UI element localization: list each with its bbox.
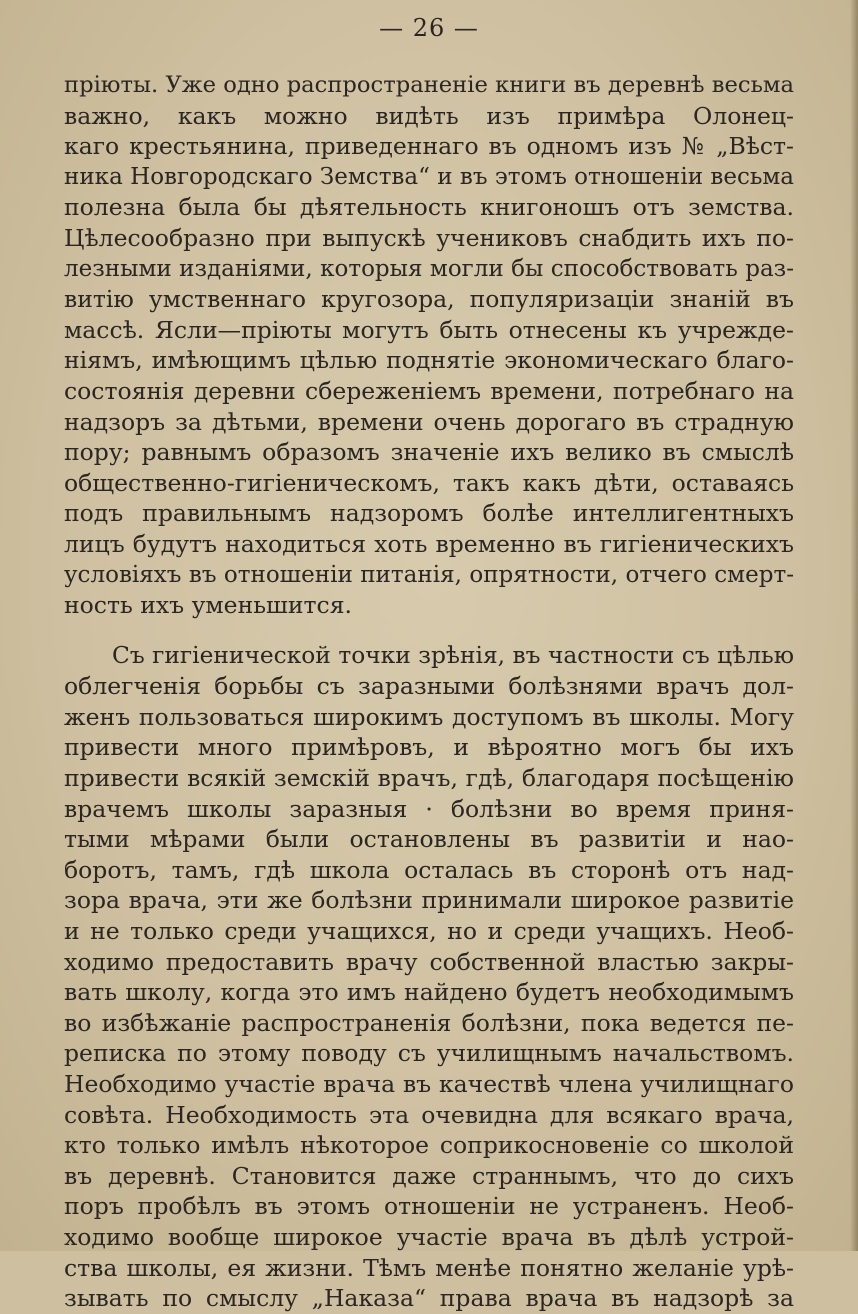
- text-line: пору; равнымъ образомъ значеніе ихъ велико въ смыслѣ: [64, 438, 794, 467]
- paragraph-gap: [64, 621, 794, 641]
- text-line: лезными изданіями, которыя могли бы способствовать раз-: [64, 255, 794, 282]
- body-text: [64, 70, 794, 1314]
- text-line: важно, какъ можно видѣть изъ примѣра Олонец-: [64, 101, 794, 130]
- text-line: ность ихъ уменьшится.: [64, 591, 353, 620]
- text-line: и не только среди учащихся, но и среди учащихъ. Необ-: [64, 917, 794, 946]
- text-line: ника Новгородскаго Земства“ и въ этомъ отношеніи весьма: [64, 163, 794, 190]
- text-line: вать школу, когда это имъ найдено будетъ необходимымъ: [64, 978, 794, 1007]
- text-line: совѣта. Необходимость эта очевидна для всякаго врача,: [64, 1100, 794, 1129]
- text-line: витію умственнаго кругозора, популяризаціи знаній въ: [64, 285, 794, 314]
- text-line: во избѣжаніе распространенія болѣзни, пока ведется пе-: [64, 1008, 794, 1037]
- text-line: боротъ, тамъ, гдѣ школа осталась въ сторонѣ отъ над-: [64, 855, 794, 884]
- text-line: полезна была бы дѣятельность книгоношъ отъ земства.: [64, 193, 794, 222]
- paragraph-1: [64, 70, 794, 621]
- text-line: тыми мѣрами были остановлены въ развитіи и нао-: [64, 825, 794, 854]
- text-line: реписка по этому поводу съ училищнымъ начальствомъ.: [64, 1039, 794, 1068]
- text-line: зывать по смыслу „Наказа“ права врача въ надзорѣ за: [64, 1284, 794, 1313]
- text-line: врачемъ школы заразныя · болѣзни во время приня-: [64, 794, 794, 823]
- text-line: привести много примѣровъ, и вѣроятно могъ бы ихъ: [64, 733, 794, 762]
- page-number: — 26 —: [379, 14, 479, 42]
- text-line: ходимо предоставить врачу собственной властью закры-: [64, 947, 794, 976]
- text-line: состоянія деревни сбереженіемъ времени, потребнаго на: [64, 376, 794, 405]
- text-line: Цѣлесообразно при выпускѣ учениковъ снабдить ихъ по-: [64, 223, 794, 252]
- page-edge-shadow: [850, 0, 858, 1251]
- text-line: женъ пользоваться широкимъ доступомъ въ школы. Могу: [64, 702, 794, 731]
- text-line: массѣ. Ясли—пріюты могутъ быть отнесены къ учрежде-: [64, 315, 794, 344]
- text-line: поръ пробѣлъ въ этомъ отношеніи не устраненъ. Необ-: [64, 1192, 794, 1221]
- text-line: пріюты. Уже одно распространеніе книги въ деревнѣ весьма: [64, 72, 794, 98]
- paragraph-2: [64, 641, 794, 1314]
- text-line: ства школы, ея жизни. Тѣмъ менѣе понятно желаніе урѣ-: [64, 1253, 794, 1282]
- text-line: привести всякій земскій врачъ, гдѣ, благодаря посѣщенію: [64, 764, 794, 793]
- text-line: въ деревнѣ. Становится даже страннымъ, что до сихъ: [64, 1161, 794, 1190]
- text-line: надзоръ за дѣтьми, времени очень дорогаго въ страдную: [64, 407, 794, 436]
- text-line: кто только имѣлъ нѣкоторое соприкосновеніе со школой: [64, 1131, 794, 1160]
- text-line: общественно-гигіеническомъ, такъ какъ дѣти, оставаясь: [64, 468, 794, 497]
- text-line: подъ правильнымъ надзоромъ болѣе интеллигентныхъ: [64, 499, 794, 528]
- text-line: ходимо вообще широкое участіе врача въ дѣлѣ устрой-: [64, 1222, 794, 1251]
- text-line: облегченія борьбы съ заразными болѣзнями врачъ дол-: [64, 672, 794, 701]
- text-line: каго крестьянина, приведеннаго въ одномъ изъ № „Вѣст-: [64, 132, 794, 161]
- text-line: зора врача, эти же болѣзни принимали широкое развитіе: [64, 886, 794, 915]
- text-line: ніямъ, имѣющимъ цѣлью поднятіе экономическаго благо-: [64, 346, 794, 375]
- text-line: лицъ будутъ находиться хоть временно въ гигіеническихъ: [64, 529, 794, 558]
- text-line: условіяхъ въ отношеніи питанія, опрятности, отчего смерт-: [64, 561, 794, 588]
- text-line: Необходимо участіе врача въ качествѣ члена училищнаго: [64, 1070, 794, 1098]
- text-line: Съ гигіенической точки зрѣнія, въ частности съ цѣлью: [112, 641, 794, 669]
